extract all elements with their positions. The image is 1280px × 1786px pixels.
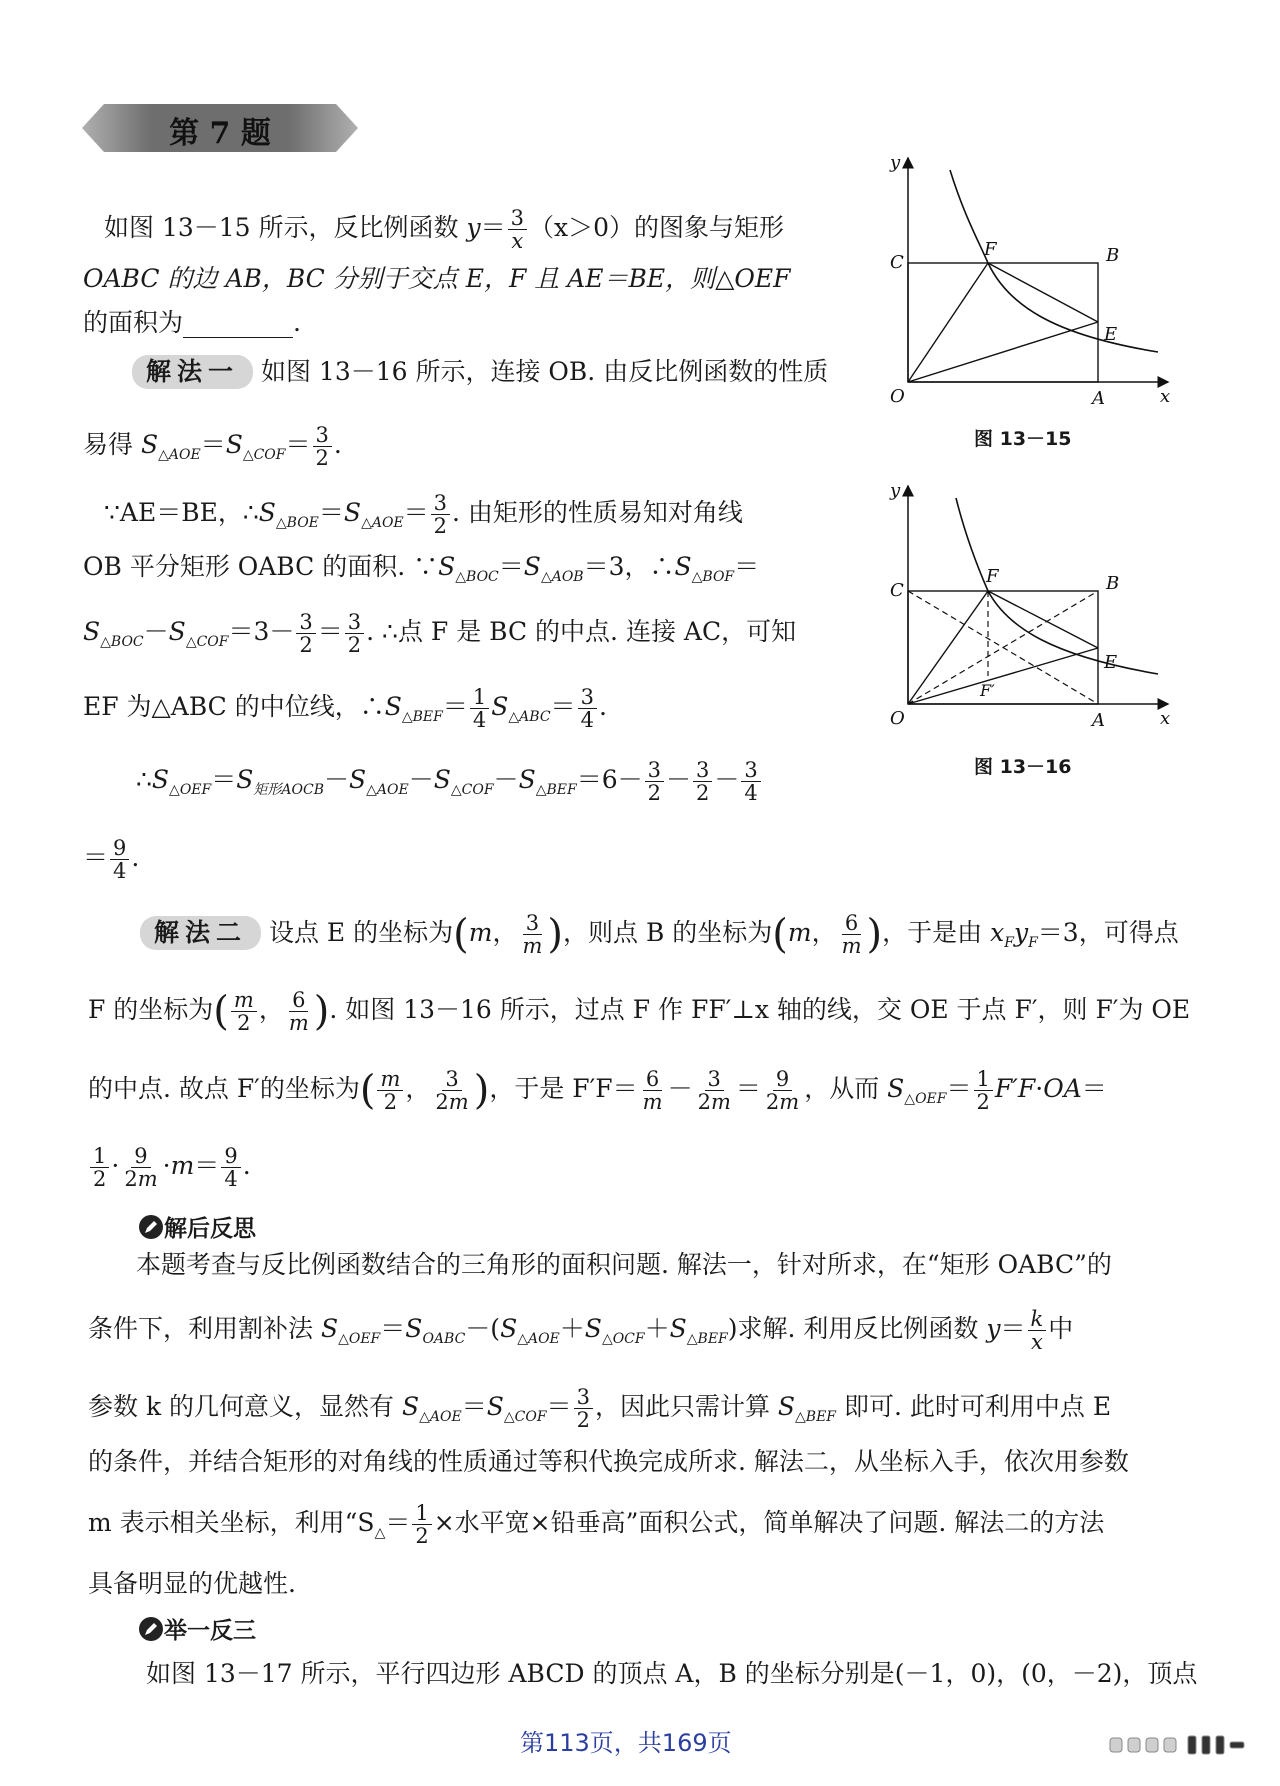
method1-line-1 — [132, 355, 828, 389]
rectangle-OABC — [908, 263, 1098, 382]
method2-tag: 解法二 — [140, 916, 261, 950]
reflection-text: 求解. 利用反比例函数 — [737, 1314, 987, 1343]
method2-line-1: 解法二 设点 E 的坐标为(m， $\frac{3}{m}$ )，则点 B 的坐标为(m， $\frac{6}{m}$ )，于是由 $x_Fy_F=3$，可得点 — [140, 912, 1179, 958]
segment-OF — [908, 263, 988, 382]
method2-line-2: F 的坐标为( $\frac{m}{2}$ ， $\frac{6}{m}$ ). 如图 13－16 所示，过点 F 作 FF′⊥x 轴的线，交 OE 于点 F′，则 F′为 OE — [88, 988, 1191, 1035]
menu-icon[interactable] — [1108, 1734, 1248, 1756]
method1-line-8: ＝ $\frac{9}{4}$ . — [83, 836, 140, 883]
label-x: x — [1160, 708, 1171, 729]
pencil-icon — [138, 1616, 164, 1642]
method1-text: 如图 13－16 所示，连接 OB. 由反比例函数的性质 — [260, 357, 829, 386]
problem-text: 的面积为 — [83, 308, 184, 337]
method1-text: OB 平分矩形 OABC 的面积. ∵ — [83, 552, 439, 581]
label-B: B — [1106, 573, 1120, 594]
method1-line-3: ∵AE＝BE，$\therefore S_{\triangle BOE}=S_{\triangle AOE}=$ $\frac{3}{2}$ . 由矩形的性质易知对角线 — [104, 491, 743, 538]
method2-text: ，则点 B 的坐标为 — [563, 918, 773, 947]
reflection-line-5: m 表示相关坐标，利用“$S_\triangle=$ $\frac{1}{2}$ ×水平宽×铅垂高”面积公式，简单解决了问题. 解法二的方法 — [88, 1501, 1105, 1548]
figure-13-15-caption: 图 13－15 — [974, 428, 1072, 450]
problem-banner — [82, 104, 358, 152]
reflection-text: m 表示相关坐标，利用“S — [88, 1508, 375, 1537]
pencil-icon — [138, 1214, 164, 1240]
practice-line-1: 如图 13－17 所示，平行四边形 ABCD 的顶点 A，B 的坐标分别是(－1，0)，(0，－2)，顶点 — [146, 1659, 1198, 1688]
reflection-text: ，因此只需计算 — [594, 1392, 778, 1421]
segment-FE — [988, 591, 1098, 648]
reflection-line-2: 条件下，利用割补法 $S_{\triangle OEF}=S_{OABC}-(S_{\triangle AOE}+S_{\triangle OCF}+S_{\triangle BEF})$求解. 利用反比例函数 y＝ $\frac{k}{x}$ 中 — [88, 1307, 1074, 1354]
figure-13-16 — [868, 478, 1178, 748]
label-C: C — [890, 580, 904, 601]
problem-line-2: OABC 的边 AB，BC 分别于交点 E，F 且 AE＝BE，则△OEF — [83, 264, 791, 293]
reflection-text: 中 — [1048, 1314, 1074, 1343]
method1-line-5: $S_{\triangle BOC}-S_{\triangle COF}=3-$ $\frac{3}{2}$ ＝ $\frac{3}{2}$ . ∴点 F 是 BC 的中点. 连接 AC，可知 — [83, 610, 797, 657]
method2-text: 设点 E 的坐标为 — [268, 918, 454, 947]
problem-title: 第 7 题 — [169, 116, 271, 151]
method2-text: ，于是 F′F＝ — [489, 1074, 638, 1103]
method2-text: ，于是由 — [882, 918, 991, 947]
method2-line-3: 的中点. 故点 F′的坐标为( $\frac{m}{2}$ ， $\frac{3}{2m}$ )，于是 F′F＝ $\frac{6}{m}$ － $\frac{3}{2m}$ ＝ $\frac{9}{2m}$ ，从而 $S_{\triangle OEF}=$ $\frac{1}{2}$ F′F·OA＝ — [88, 1067, 1107, 1114]
segment-OE — [908, 648, 1098, 704]
method2-text: F 的坐标为 — [88, 995, 214, 1024]
method1-line-6: EF 为△ABC 的中位线，$\therefore S_{\triangle BEF}=$ $\frac{1}{4}$ $S_{\triangle ABC}=$ $\frac{3}{4}$ . — [83, 685, 607, 732]
reflection-text: 参数 k 的几何意义，显然有 — [88, 1392, 402, 1421]
answer-blank — [183, 315, 293, 338]
label-A: A — [1092, 710, 1105, 731]
page-indicator: 第113页，共169页 — [520, 1729, 732, 1757]
label-E: E — [1104, 652, 1118, 673]
method1-text: ∵AE＝BE，∴ — [104, 498, 259, 527]
reflection-line-6: 具备明显的优越性. — [88, 1569, 296, 1598]
label-y: y — [890, 480, 901, 501]
reflection-line-1: 本题考查与反比例函数结合的三角形的面积问题. 解法一，针对所求，在“矩形 OABC”的 — [136, 1250, 1112, 1279]
reflection-heading — [138, 1210, 256, 1243]
reflection-text: ×水平宽×铅垂高”面积公式，简单解决了问题. 解法二的方法 — [433, 1508, 1105, 1537]
label-C: C — [890, 252, 904, 273]
method2-text: ，可得点 — [1078, 918, 1179, 947]
method1-line-4: OB 平分矩形 OABC 的面积. $\because S_{\triangle BOC}=S_{\triangle AOB}=3$，$\therefore S_{\triangle BOF}=$ — [83, 552, 760, 585]
label-O: O — [890, 708, 905, 729]
reflection-line-4: 的条件，并结合矩形的对角线的性质通过等积代换完成所求. 解法二，从坐标入手，依次用参数 — [88, 1447, 1129, 1476]
reflection-title: 解后反思 — [164, 1216, 256, 1242]
method1-tag: 解法一 — [132, 355, 253, 389]
method1-line-2: 易得 $S_{\triangle AOE}=S_{\triangle COF}=$ $\frac{3}{2}$ . — [83, 423, 342, 470]
method1-text: . ∴点 F 是 BC 的中点. 连接 AC，可知 — [366, 617, 797, 646]
method2-text: 的中点. 故点 F′的坐标为 — [88, 1074, 360, 1103]
label-F: F — [984, 239, 997, 260]
label-x: x — [1160, 386, 1171, 407]
problem-line-3: 的面积为 . — [83, 308, 301, 337]
segment-FE — [988, 263, 1098, 322]
toolbar-bars-icon — [1108, 1734, 1248, 1756]
problem-text: （x＞0）的图象与矩形 — [528, 213, 784, 242]
figure-13-15 — [868, 150, 1178, 450]
segment-OF — [908, 591, 988, 704]
segment-OE — [908, 322, 1098, 382]
method1-text: 易得 — [83, 430, 141, 459]
method2-text: ，从而 — [804, 1074, 888, 1103]
practice-title: 举一反三 — [164, 1618, 256, 1644]
label-Fp: F′ — [980, 681, 995, 700]
problem-text: 如图 13－15 所示，反比例函数 — [104, 213, 467, 242]
method1-text: . 由矩形的性质易知对角线 — [452, 498, 743, 527]
practice-heading — [138, 1612, 256, 1645]
method1-line-7: $\therefore S_{\triangle OEF}=S_{矩形AOCB}-S_{\triangle AOE}-S_{\triangle COF}-S_{\triangle BEF}=6-$ $\frac{3}{2}$ － $\frac{3}{2}$ － $\frac{3}{4}$ — [136, 759, 763, 805]
label-F: F — [986, 566, 999, 587]
label-O: O — [890, 386, 905, 407]
reflection-text: 条件下，利用割补法 — [88, 1314, 321, 1343]
problem-line-1: 如图 13－15 所示，反比例函数 y＝ $\frac{3}{x}$ （x＞0）的图象与矩形 — [104, 206, 784, 253]
reflection-text: 即可. 此时可利用中点 E — [836, 1392, 1112, 1421]
label-y: y — [890, 152, 901, 173]
method2-text: . 如图 13－16 所示，过点 F 作 FF′⊥x 轴的线，交 OE 于点 F′，则 F′为 OE — [329, 995, 1191, 1024]
label-E: E — [1104, 324, 1118, 345]
reflection-line-3: 参数 k 的几何意义，显然有 $S_{\triangle AOE}=S_{\triangle COF}=$ $\frac{3}{2}$ ，因此只需计算 $S_{\triangle BEF}$ 即可. 此时可利用中点 E — [88, 1385, 1112, 1432]
label-A: A — [1092, 388, 1105, 409]
method1-text: EF 为△ABC 的中位线，∴ — [83, 692, 385, 721]
method2-line-4: $\frac{1}{2}$ · $\frac{9}{2m}$ ·m＝ $\frac{9}{4}$ . — [88, 1145, 251, 1190]
hyperbola-curve — [950, 170, 1158, 352]
figure-13-16-caption: 图 13－16 — [974, 756, 1072, 778]
label-B: B — [1106, 245, 1120, 266]
